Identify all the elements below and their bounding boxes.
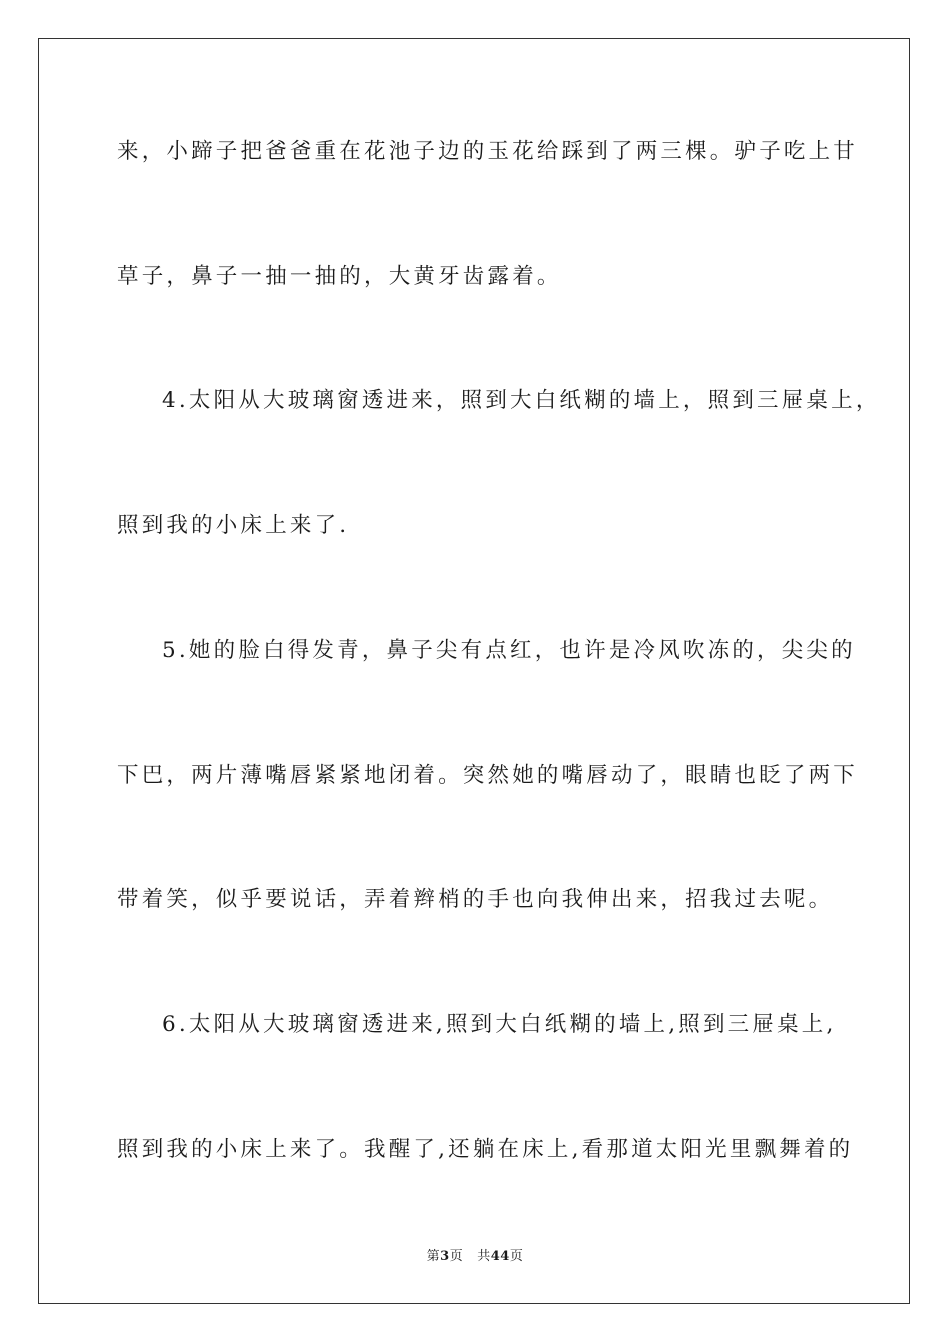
text-line-1: 来，小蹄子把爸爸重在花池子边的玉花给踩到了两三棵。驴子吃上甘 — [117, 139, 859, 164]
page-footer — [0, 1248, 950, 1266]
text-line-3-item-4: 4.太阳从大玻璃窗透进来，照到大白纸糊的墙上，照到三屉桌上， — [162, 388, 881, 413]
text-line-7: 带着笑，似乎要说话，弄着辫梢的手也向我伸出来，招我过去呢。 — [117, 887, 834, 912]
text-line-6: 下巴，两片薄嘴唇紧紧地闭着。突然她的嘴唇动了，眼睛也眨了两下 — [117, 763, 859, 788]
page-suffix: 页 — [449, 1249, 464, 1264]
page-number: 3 — [440, 1249, 450, 1264]
text-line-8-item-6: 6.太阳从大玻璃窗透进来,照到大白纸糊的墙上,照到三屉桌上, — [162, 1012, 837, 1037]
text-line-9: 照到我的小床上来了。我醒了,还躺在床上,看那道太阳光里飘舞着的 — [117, 1137, 854, 1162]
total-prefix: 共 — [477, 1249, 491, 1264]
text-line-5-item-5: 5.她的脸白得发青，鼻子尖有点红，也许是冷风吹冻的，尖尖的 — [162, 638, 856, 663]
text-line-4: 照到我的小床上来了. — [117, 513, 350, 538]
total-pages: 44 — [490, 1249, 510, 1264]
text-line-2: 草子，鼻子一抽一抽的，大黄牙齿露着。 — [117, 264, 562, 289]
total-suffix: 页 — [509, 1249, 524, 1264]
page-border — [38, 38, 910, 1304]
page-prefix: 第 — [426, 1249, 441, 1264]
